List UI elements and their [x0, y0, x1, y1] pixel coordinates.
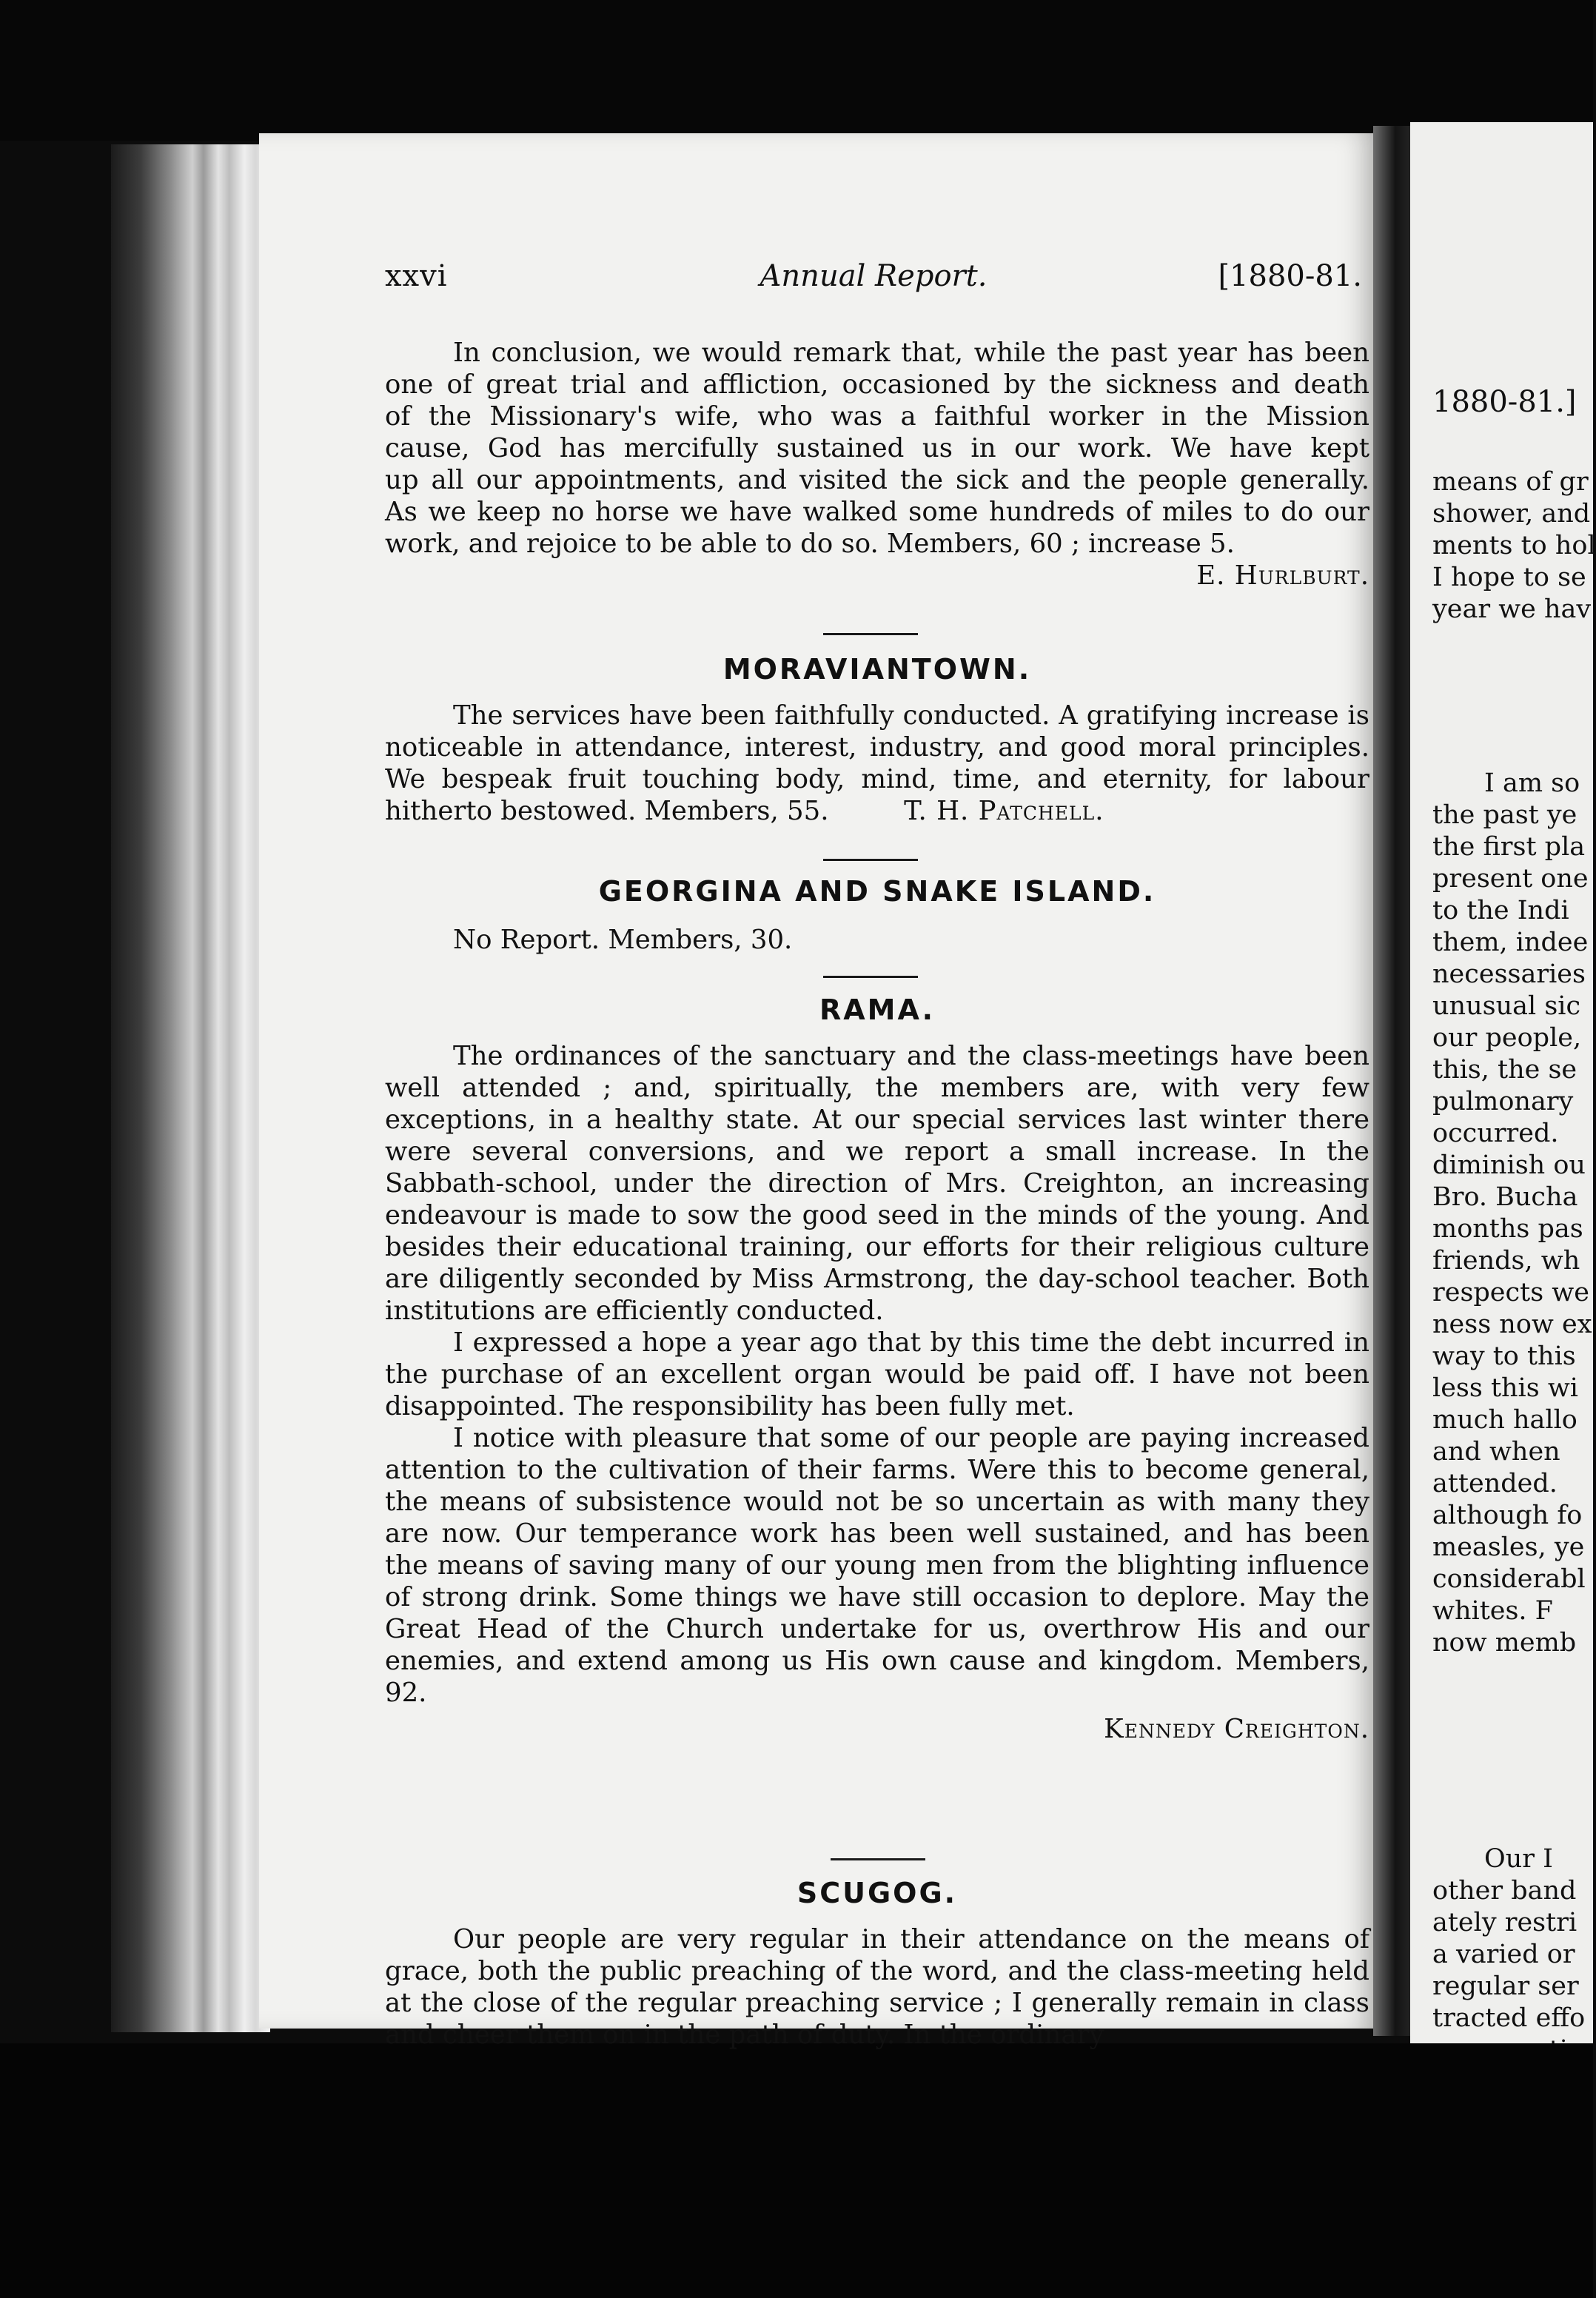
right-page-line: much hallo: [1432, 1405, 1577, 1435]
scan-background-top: [0, 0, 1593, 141]
book-page-edges: [111, 144, 270, 2032]
right-page-line: other band: [1432, 1876, 1577, 1906]
right-page-line: occurred.: [1432, 1119, 1559, 1148]
intro-line: one of great trial and affliction, occasioned by the sickness and death: [385, 369, 1369, 400]
right-page-line: ments to hol: [1432, 531, 1596, 560]
intro-text: [385, 337, 1369, 560]
right-page-line: the first pla: [1432, 832, 1586, 862]
moraviantown-text: The services have been faithfully conducted. A gratifying increase is noticeable in attendance, interest, industry, and good moral principles. We bespeak fruit touching body, mind, time, and eternity, for labour hitherto bestowed. Members, 55.: [385, 700, 1369, 826]
right-page-line: months pas: [1432, 1214, 1583, 1244]
scan-background-bottom: [0, 2043, 1593, 2298]
intro-line: As we keep no horse we have walked some hundreds of miles to do our: [385, 497, 1369, 527]
right-page-line: pulmonary: [1432, 1087, 1574, 1116]
intro-line: up all our appointments, and visited the sick and the people generally.: [385, 465, 1369, 495]
right-page-line: to the Indi: [1432, 896, 1569, 925]
right-page-line: necessaries: [1432, 959, 1586, 989]
right-page-block-1: [1432, 466, 1596, 626]
heading-georgina: GEORGINA AND SNAKE ISLAND.: [598, 875, 1156, 908]
header-year: [1880-81.: [1218, 259, 1362, 293]
scugog-text: Our people are very regular in their attendance on the means of grace, both the public preaching of the word, and the class-meeting held at the close of the regular preaching service ; I generally remain in class and cheer them on in the path of duty. In the ordinary: [385, 1924, 1369, 2050]
heading-moraviantown: MORAVIANTOWN.: [722, 653, 1032, 686]
right-page-line: I hope to se: [1432, 563, 1586, 592]
right-page-line: them, indee: [1432, 928, 1589, 957]
right-page-line: Bro. Bucha: [1432, 1182, 1578, 1212]
right-page-line: friends, wh: [1432, 1246, 1580, 1276]
right-page-line: and when: [1432, 1437, 1560, 1467]
right-page-line: our people,: [1432, 1023, 1582, 1053]
right-page-line: tracted effo: [1432, 2003, 1586, 2033]
rama-section: [385, 1040, 1369, 1745]
right-page-line: considerabl: [1432, 1564, 1586, 1594]
intro-line: cause, God has mercifully sustained us in our work. We have kept: [385, 433, 1369, 463]
right-page-line: respects we: [1432, 1278, 1589, 1307]
right-page-line: Our I: [1484, 1844, 1553, 1874]
intro-line: work, and rejoice to be able to do so. Members, 60 ; increase 5.: [385, 529, 1235, 559]
section-divider: [823, 976, 918, 978]
right-page-header: 1880-81.]: [1432, 385, 1577, 419]
right-page-block-2: [1432, 768, 1592, 1659]
right-page-line: unusual sic: [1432, 991, 1581, 1021]
heading-scugog: SCUGOG.: [797, 1877, 958, 1909]
right-page-line: less this wi: [1432, 1373, 1578, 1403]
right-page-line: whites. F: [1432, 1596, 1553, 1626]
rama-paragraph-2: I expressed a hope a year ago that by this time the debt incurred in the purchase of an excellent organ would be paid off. I have not been disappointed. The responsibility has been fully met.: [385, 1327, 1369, 1421]
scugog-section: [385, 1923, 1369, 2051]
right-page-line: this, the se: [1432, 1055, 1577, 1085]
right-page-line: attended.: [1432, 1469, 1558, 1498]
right-page: [1410, 122, 1596, 2047]
right-page-line: now memb: [1432, 1628, 1577, 1658]
moraviantown-section: [385, 700, 1369, 827]
right-page-line: shower, and: [1432, 499, 1591, 529]
georgina-text: No Report. Members, 30.: [453, 925, 793, 955]
section-divider: [823, 859, 918, 861]
rama-paragraph-3: I notice with pleasure that some of our people are paying increased attention to the cultivation of their farms. Were this to become general, the means of subsistence would not be so uncertain as with many they are now. Our temperance work has been well sustained, and has been the means of saving many of our young men from the blighting influence of strong drink. Some things we have still occasion to deplore. May the Great Head of the Church undertake for us, overthrow His and our enemies, and extend among us His own cause and kingdom. Members, 92.: [385, 1423, 1369, 1708]
running-title: Annual Report.: [760, 259, 988, 293]
signature-hurlburt: E. Hurlburt.: [1196, 560, 1369, 591]
right-page-line: regular ser: [1432, 1972, 1579, 2001]
page-header: [385, 259, 1362, 304]
right-page-line: measles, ye: [1432, 1532, 1585, 1562]
signature-creighton: Kennedy Creighton.: [1104, 1714, 1369, 1744]
heading-rama: RAMA.: [819, 994, 936, 1026]
right-page-line: present one: [1432, 864, 1589, 894]
rama-paragraph-1: The ordinances of the sanctuary and the class-meetings have been well attended ; and, spiritually, the members are, with very few exceptions, in a healthy state. At our special services last winter there were several conversions, and we report a small increase. In the Sabbath-school, under the direction of Mrs. Creighton, an increasing endeavour is made to sow the good seed in the minds of the young. And besides their educational training, our efforts for their religious culture are diligently seconded by Miss Armstrong, the day-school teacher. Both institutions are efficiently conducted.: [385, 1041, 1369, 1326]
georgina-section: [385, 924, 1369, 956]
right-page-line: the past ye: [1432, 800, 1577, 830]
right-page-line: although fo: [1432, 1501, 1583, 1530]
right-page-line: I am so: [1484, 768, 1580, 798]
signature-patchell: T. H. Patchell.: [904, 796, 1104, 826]
right-page-line: means of gr: [1432, 467, 1589, 497]
right-page-line: ness now ex: [1432, 1310, 1592, 1339]
intro-section: [385, 337, 1369, 592]
right-page-line: a varied or: [1432, 1940, 1575, 1969]
right-page-line: way to this: [1432, 1341, 1576, 1371]
intro-line: In conclusion, we would remark that, while the past year has been: [453, 338, 1369, 368]
section-divider: [831, 1858, 925, 1860]
section-divider: [823, 633, 918, 635]
intro-line: of the Missionary's wife, who was a faithful worker in the Mission: [385, 401, 1369, 432]
right-page-line: year we hav: [1432, 594, 1592, 624]
right-page-line: ately restri: [1432, 1908, 1577, 1937]
right-page-line: diminish ou: [1432, 1150, 1586, 1180]
page-number: xxvi: [385, 259, 448, 293]
